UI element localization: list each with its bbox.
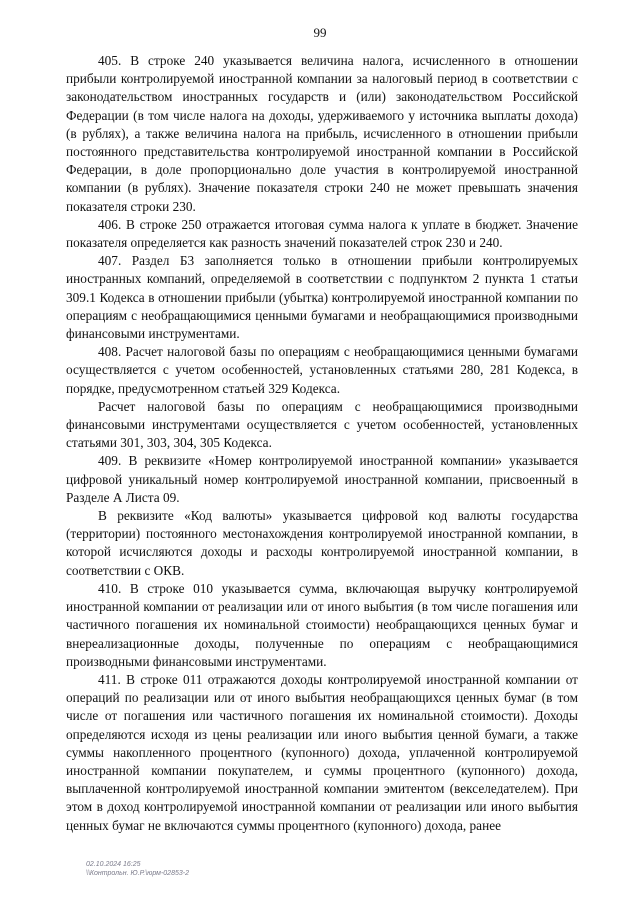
paragraph-411: 411. В строке 011 отражаются доходы контролируемой иностранной компании от операций по реализации или от иного выбытия необращающихся ценных бумаг (в том числе от погашения или частичного погашения их номинальной стоимости). Доходы определяются исходя из цены реализации или иного выбытия ценной бумаги, а также суммы накопленного процентного (купонного) дохода, уплаченной контролируемой иностранной компании покупателем, и суммы процентного (купонного) дохода, выплаченной контролируемой иностранной компании эмитентом (векселедателем). При этом в доход контролируемой иностранной компании от реализации или иного выбытия ценных бумаг не включаются суммы процентного (купонного) дохода, ранее [66,671,578,833]
paragraph-409-currency-code: В реквизите «Код валюты» указывается цифровой код валюты государства (территории) постоянного местонахождения контролируемой иностранной компании, в которой исчисляются доходы и расходы контролируемой иностранной компании, в соответствии с ОКВ. [66,508,578,578]
paragraph-407: 407. Раздел Б3 заполняется только в отношении прибыли контролируемых иностранных компаний, определяемой в соответствии с подпунктом 2 пункта 1 статьи 309.1 Кодекса в отношении прибыли (убытка) контролируемой иностранной компании по операциям с необращающимися ценными бумагами и необращающимися производными финансовыми инструментами. [66,253,578,342]
paragraph-408: 408. Расчет налоговой базы по операциям с необращающимися ценными бумагами осуществляется с учетом особенностей, установленных статьями 280, 281 Кодекса, в порядке, предусмотренном статьей 329 Кодекса. [66,344,578,396]
paragraph-410: 410. В строке 010 указывается сумма, включающая выручку контролируемой иностранной компании от реализации или от иного выбытия (в том числе погашения или частичного погашения их номинальной стоимости) необращающихся ценных бумаг и внереализационные доходы, полученные по операциям с необращающимися производными финансовыми инструментами. [66,580,578,669]
paragraph-405: 405. В строке 240 указывается величина налога, исчисленного в отношении прибыли контролируемой иностранной компании за налоговый период в соответствии с законодательством иностранных государств и (или) законодательством Российской Федерации (в том числе налога на доходы, удерживаемого у источника выплаты дохода) (в рублях), а также величина налога на прибыль, исчисленного в отношении прибыли постоянного представительства контролируемой иностранной компании в Российской Федерации, в доле пропорционально доле участия в контролируемой иностранной компании (в рублях). Значение показателя строки 240 не может превышать значения показателя строки 230. [66,53,578,214]
paragraph-409: 409. В реквизите «Номер контролируемой иностранной компании» указывается цифровой уникальный номер контролируемой иностранной компании, присвоенный в Разделе А Листа 09. [66,453,578,505]
document-body [66,52,578,835]
footer-stamp [86,860,189,878]
footer-file-path: \\Контрольн. Ю.Р.\юрм-02853-2 [86,870,189,877]
paragraph-406: 406. В строке 250 отражается итоговая сумма налога к уплате в бюджет. Значение показателя определяется как разность значений показателей строк 230 и 240. [66,216,578,251]
paragraph-408-continued: Расчет налоговой базы по операциям с необращающимися производными финансовыми инструментами осуществляется с учетом особенностей, установленных статьями 301, 303, 304, 305 Кодекса. [66,398,578,451]
page-number: 99 [313,25,327,40]
footer-timestamp: 02.10.2024 16:25 [86,861,141,868]
